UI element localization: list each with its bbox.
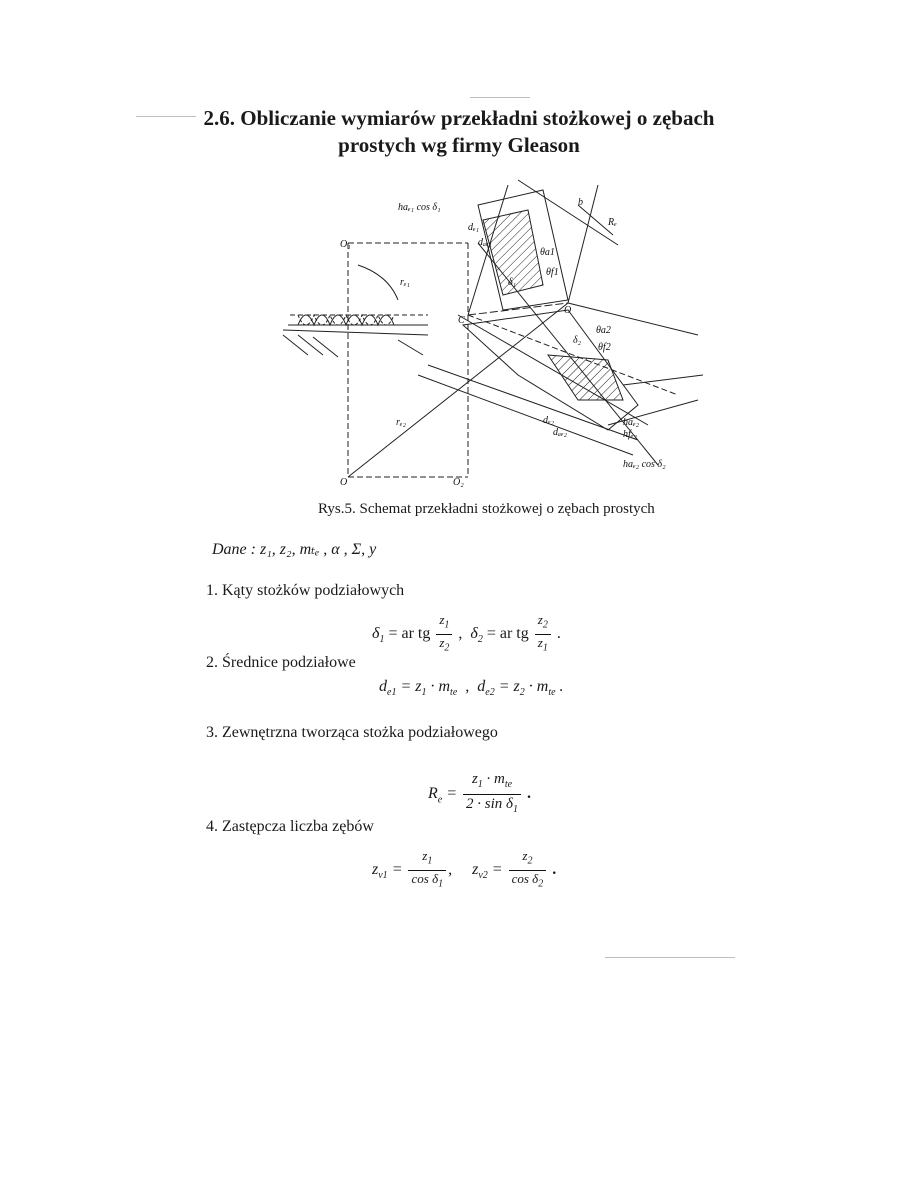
section-4-label: 4. Zastępcza liczba zębów [206,818,374,835]
svg-text:θf2: θf2 [598,342,611,353]
svg-text:θa1: θa1 [540,247,555,258]
scan-artifact [605,957,735,958]
section-1-label: 1. Kąty stożków podziałowych [206,582,405,599]
svg-text:θa2: θa2 [596,325,611,336]
scan-artifact [470,97,530,98]
svg-text:dₐₑ₂: dₐₑ₂ [553,427,568,438]
svg-text:haₑ₂ cos δ₂: haₑ₂ cos δ₂ [623,459,666,470]
svg-text:O₂: O₂ [453,477,464,488]
section-2-label: 2. Średnice podziałowe [206,654,356,671]
svg-text:b: b [578,197,583,208]
svg-text:O: O [564,305,572,316]
page-title: 2.6. Obliczanie wymiarów przekładni stożkowej o zębach [203,106,715,130]
formula-outer-cone-distance: $R_e$ = $\frac{z_1 \cdot m_{te}}{2 \cdot \sin \delta_1}$ . [428,771,532,815]
formula-virtual-teeth: $z_{v1}$ = $\frac{z_1}{\cos \delta_1}$ , $z_{v2}$ = $\frac{z_2}{\cos \delta_2}$ . [372,848,557,890]
svg-text:haₑ₂: haₑ₂ [623,417,640,428]
given-data: Dane : z₁, z₂, mₜₑ , α , Σ, y [212,541,377,558]
svg-text:dₐₑ₁: dₐₑ₁ [478,237,493,248]
svg-text:rₑ₁: rₑ₁ [400,277,410,288]
formula-pitch-diameters: $d_{e1} = z_1 \cdot m_{te}$ , $d_{e2} = z_2 \cdot m_{te}$ . [379,678,564,699]
figure-caption: Rys.5. Schemat przekładni stożkowej o zębach prostych [318,501,655,517]
svg-text:δ₂: δ₂ [573,335,582,346]
svg-text:C: C [458,315,465,326]
formula-pitch-angles: $\delta_1$ = ar tg $\frac{z_1}{z_2}$ , $\delta_2$ = ar tg $\frac{z_2}{z_1}$ . [372,612,561,654]
svg-text:Rₑ: Rₑ [608,217,617,228]
page-subtitle: prostych wg firmy Gleason [338,133,580,157]
section-3-label: 3. Zewnętrzna tworząca stożka podziałowego [206,724,498,741]
svg-text:θf1: θf1 [546,267,559,278]
svg-text:haₑ₁ cos δ₁: haₑ₁ cos δ₁ [398,202,441,213]
svg-text:O₁: O₁ [340,239,351,250]
svg-text:δ₁: δ₁ [508,277,517,288]
svg-text:O: O [340,477,348,488]
svg-text:hfₑ₂: hfₑ₂ [623,429,637,440]
svg-text:dₑ₁: dₑ₁ [468,222,480,233]
svg-text:rₑ₂: rₑ₂ [396,417,406,428]
bevel-gear-diagram [278,175,718,497]
svg-text:dₑ₂: dₑ₂ [543,415,555,426]
